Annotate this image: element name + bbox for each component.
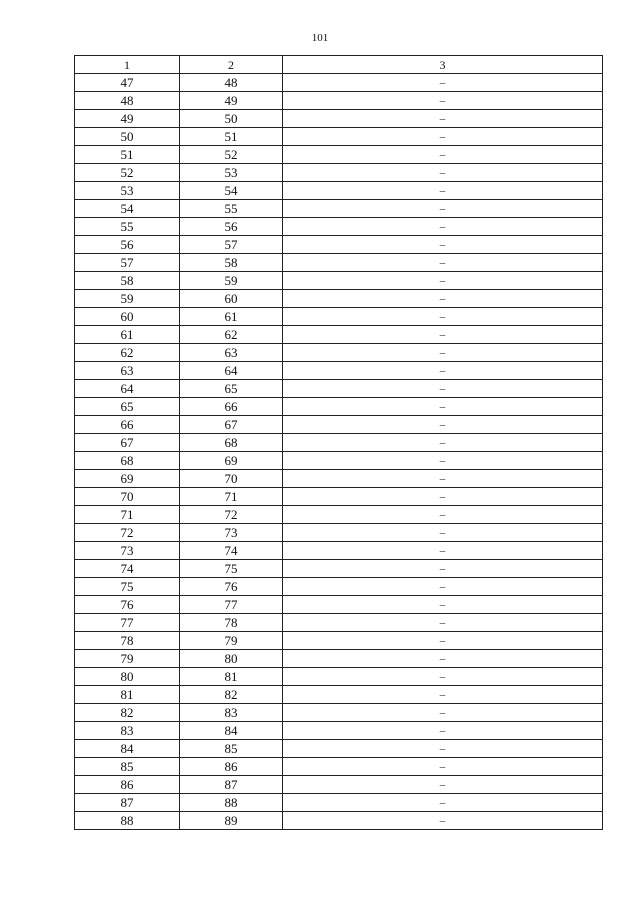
table-row: [75, 632, 603, 650]
table-cell-col-1: 63: [75, 362, 180, 380]
table-row: [75, 236, 603, 254]
table-cell-col-2: 74: [180, 542, 283, 560]
table-cell-col-2: 75: [180, 560, 283, 578]
table-row: [75, 398, 603, 416]
table-row: [75, 362, 603, 380]
table-cell-col-3: –: [283, 542, 603, 560]
table-row: [75, 452, 603, 470]
table-cell-col-3: –: [283, 200, 603, 218]
table-cell-col-1: 53: [75, 182, 180, 200]
table-cell-col-1: 77: [75, 614, 180, 632]
table-cell-col-1: 64: [75, 380, 180, 398]
table-cell-col-3: –: [283, 686, 603, 704]
table-row: [75, 182, 603, 200]
table-cell-col-2: 48: [180, 74, 283, 92]
table-row: [75, 128, 603, 146]
table-cell-col-3: –: [283, 758, 603, 776]
table-cell-col-2: 60: [180, 290, 283, 308]
table-cell-col-3: –: [283, 146, 603, 164]
table-cell-col-3: –: [283, 362, 603, 380]
table-row: [75, 758, 603, 776]
table-cell-col-2: 58: [180, 254, 283, 272]
table-row: [75, 470, 603, 488]
table-cell-col-2: 80: [180, 650, 283, 668]
table-cell-col-1: 72: [75, 524, 180, 542]
table-cell-col-3: –: [283, 722, 603, 740]
table-cell-col-1: 71: [75, 506, 180, 524]
table-cell-col-1: 80: [75, 668, 180, 686]
table-cell-col-2: 53: [180, 164, 283, 182]
table-row: [75, 578, 603, 596]
table-cell-col-2: 70: [180, 470, 283, 488]
table-cell-col-1: 88: [75, 812, 180, 830]
table-row: [75, 650, 603, 668]
table-cell-col-3: –: [283, 776, 603, 794]
table-cell-col-1: 82: [75, 704, 180, 722]
table-cell-col-2: 86: [180, 758, 283, 776]
table-cell-col-3: –: [283, 182, 603, 200]
table-cell-col-1: 62: [75, 344, 180, 362]
table-cell-col-2: 81: [180, 668, 283, 686]
table-row: [75, 740, 603, 758]
table-row: [75, 506, 603, 524]
table-cell-col-2: 71: [180, 488, 283, 506]
table-cell-col-2: 76: [180, 578, 283, 596]
table-cell-col-2: 68: [180, 434, 283, 452]
table-cell-col-2: 61: [180, 308, 283, 326]
table-cell-col-3: –: [283, 668, 603, 686]
table-row: [75, 200, 603, 218]
table-cell-col-1: 86: [75, 776, 180, 794]
table-row: [75, 542, 603, 560]
table-row: [75, 254, 603, 272]
table-cell-col-1: 65: [75, 398, 180, 416]
table-cell-col-1: 50: [75, 128, 180, 146]
table-row: [75, 812, 603, 830]
page-number: 101: [311, 32, 329, 44]
table-cell-col-3: –: [283, 290, 603, 308]
table-cell-col-3: –: [283, 524, 603, 542]
table-cell-col-2: 52: [180, 146, 283, 164]
table-cell-col-2: 54: [180, 182, 283, 200]
table-cell-col-3: –: [283, 614, 603, 632]
table-row: [75, 722, 603, 740]
table-cell-col-3: –: [283, 254, 603, 272]
table-cell-col-1: 67: [75, 434, 180, 452]
table-row: [75, 380, 603, 398]
table-cell-col-2: 67: [180, 416, 283, 434]
table-cell-col-2: 85: [180, 740, 283, 758]
table-row: [75, 164, 603, 182]
table-row: [75, 668, 603, 686]
table-cell-col-3: –: [283, 74, 603, 92]
table-cell-col-1: 56: [75, 236, 180, 254]
table-cell-col-2: 59: [180, 272, 283, 290]
table-cell-col-3: –: [283, 398, 603, 416]
table-cell-col-2: 64: [180, 362, 283, 380]
table-cell-col-2: 84: [180, 722, 283, 740]
table-cell-col-3: –: [283, 272, 603, 290]
table-cell-col-2: 87: [180, 776, 283, 794]
table-cell-col-1: 66: [75, 416, 180, 434]
table-cell-col-3: –: [283, 632, 603, 650]
table-cell-col-3: –: [283, 326, 603, 344]
header-row: [75, 56, 603, 74]
table-row: [75, 218, 603, 236]
table-cell-col-2: 78: [180, 614, 283, 632]
table-row: [75, 794, 603, 812]
table-cell-col-1: 47: [75, 74, 180, 92]
table-cell-col-3: –: [283, 344, 603, 362]
table-cell-col-2: 69: [180, 452, 283, 470]
table-cell-col-3: –: [283, 452, 603, 470]
table-cell-col-1: 79: [75, 650, 180, 668]
table-cell-col-1: 84: [75, 740, 180, 758]
table-cell-col-2: 82: [180, 686, 283, 704]
table-row: [75, 74, 603, 92]
table-cell-col-2: 73: [180, 524, 283, 542]
table-cell-col-2: 49: [180, 92, 283, 110]
table-cell-col-3: –: [283, 164, 603, 182]
table-cell-col-1: 74: [75, 560, 180, 578]
table-row: [75, 416, 603, 434]
table-cell-col-3: –: [283, 434, 603, 452]
data-table: [74, 55, 603, 830]
table-cell-col-1: 48: [75, 92, 180, 110]
table-row: [75, 488, 603, 506]
table-cell-col-1: 83: [75, 722, 180, 740]
table-row: [75, 686, 603, 704]
table-cell-col-1: 59: [75, 290, 180, 308]
table-cell-col-3: –: [283, 794, 603, 812]
table-cell-col-1: 73: [75, 542, 180, 560]
table-cell-col-1: 61: [75, 326, 180, 344]
table-cell-col-1: 57: [75, 254, 180, 272]
table-row: [75, 614, 603, 632]
table-row: [75, 704, 603, 722]
table-header: [75, 56, 603, 74]
table-body: [75, 74, 603, 830]
table-cell-col-2: 57: [180, 236, 283, 254]
table-cell-col-3: –: [283, 578, 603, 596]
table-cell-col-1: 52: [75, 164, 180, 182]
table-cell-col-3: –: [283, 488, 603, 506]
table-cell-col-3: –: [283, 110, 603, 128]
table-cell-col-3: –: [283, 704, 603, 722]
table-cell-col-1: 49: [75, 110, 180, 128]
table-row: [75, 92, 603, 110]
table-cell-col-3: –: [283, 560, 603, 578]
table-cell-col-1: 54: [75, 200, 180, 218]
table-cell-col-1: 75: [75, 578, 180, 596]
table-cell-col-2: 63: [180, 344, 283, 362]
table-cell-col-1: 81: [75, 686, 180, 704]
table-cell-col-3: –: [283, 92, 603, 110]
table-row: [75, 434, 603, 452]
table-cell-col-3: –: [283, 812, 603, 830]
table-cell-col-2: 89: [180, 812, 283, 830]
table-cell-col-2: 88: [180, 794, 283, 812]
table-cell-col-1: 87: [75, 794, 180, 812]
table-row: [75, 146, 603, 164]
table-cell-col-1: 85: [75, 758, 180, 776]
table-cell-col-2: 62: [180, 326, 283, 344]
table-cell-col-1: 76: [75, 596, 180, 614]
table-cell-col-3: –: [283, 740, 603, 758]
table-cell-col-2: 51: [180, 128, 283, 146]
table-cell-col-2: 79: [180, 632, 283, 650]
table-row: [75, 524, 603, 542]
table-row: [75, 344, 603, 362]
table-row: [75, 110, 603, 128]
table-cell-col-2: 83: [180, 704, 283, 722]
table-cell-col-1: 58: [75, 272, 180, 290]
column-header-3: 3: [283, 56, 603, 74]
table-row: [75, 290, 603, 308]
table-cell-col-1: 68: [75, 452, 180, 470]
table-cell-col-3: –: [283, 128, 603, 146]
table-row: [75, 326, 603, 344]
table-cell-col-3: –: [283, 506, 603, 524]
table-row: [75, 776, 603, 794]
table-row: [75, 596, 603, 614]
table-cell-col-3: –: [283, 218, 603, 236]
table-cell-col-3: –: [283, 470, 603, 488]
table-cell-col-1: 51: [75, 146, 180, 164]
table-cell-col-1: 55: [75, 218, 180, 236]
table-cell-col-2: 72: [180, 506, 283, 524]
table-row: [75, 308, 603, 326]
column-header-2: 2: [180, 56, 283, 74]
table-cell-col-3: –: [283, 308, 603, 326]
table-row: [75, 272, 603, 290]
table-cell-col-1: 78: [75, 632, 180, 650]
table-cell-col-2: 66: [180, 398, 283, 416]
table-cell-col-2: 77: [180, 596, 283, 614]
table-row: [75, 560, 603, 578]
table-cell-col-1: 60: [75, 308, 180, 326]
table-cell-col-1: 70: [75, 488, 180, 506]
table-cell-col-3: –: [283, 596, 603, 614]
table-cell-col-2: 50: [180, 110, 283, 128]
table-cell-col-3: –: [283, 416, 603, 434]
table-cell-col-3: –: [283, 236, 603, 254]
table-cell-col-3: –: [283, 650, 603, 668]
table-cell-col-2: 56: [180, 218, 283, 236]
table-cell-col-2: 55: [180, 200, 283, 218]
table-cell-col-2: 65: [180, 380, 283, 398]
column-header-1: 1: [75, 56, 180, 74]
table-cell-col-3: –: [283, 380, 603, 398]
table-cell-col-1: 69: [75, 470, 180, 488]
